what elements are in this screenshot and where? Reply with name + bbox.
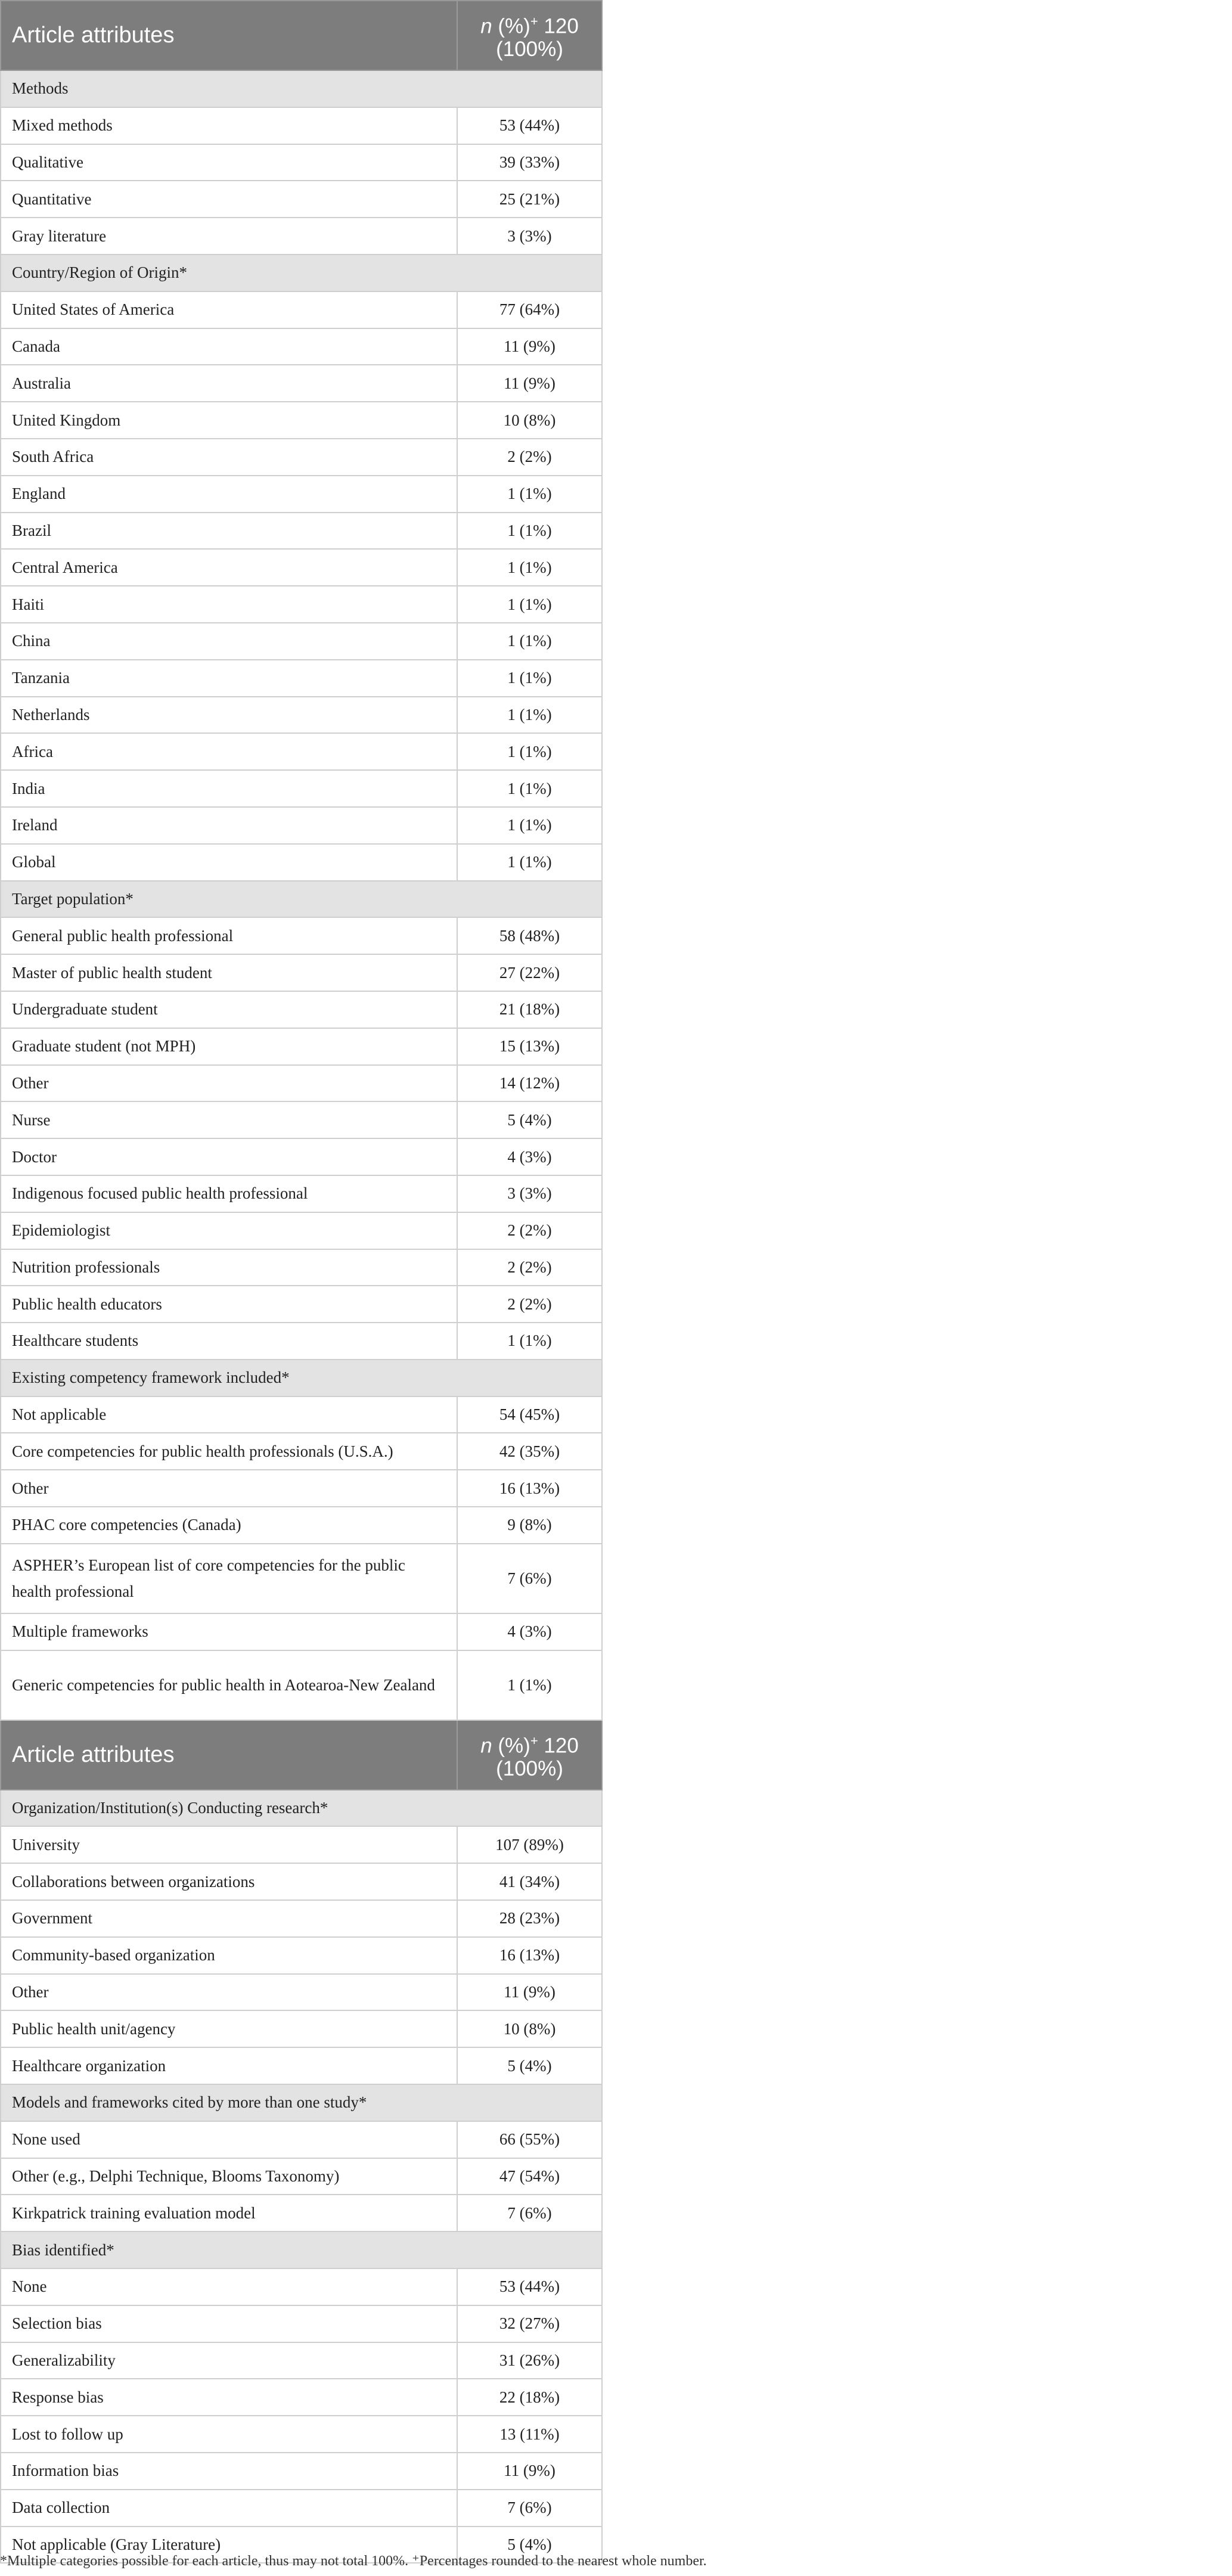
row-label: Brazil <box>1 513 457 550</box>
row-label: Healthcare organization <box>1 2047 457 2084</box>
table-row <box>1 1507 602 1544</box>
row-label: Undergraduate student <box>1 991 457 1028</box>
row-label: Ireland <box>1 807 457 844</box>
table-row <box>1 402 602 439</box>
row-value: 16 (13%) <box>457 1470 602 1507</box>
row-value: 11 (9%) <box>457 1974 602 2011</box>
row-label: PHAC core competencies (Canada) <box>1 1507 457 1544</box>
row-label: Response bias <box>1 2379 457 2416</box>
row-value: 53 (44%) <box>457 107 602 144</box>
table-row <box>1 439 602 476</box>
row-label: Gray literature <box>1 218 457 255</box>
row-label: Core competencies for public health professionals (U.S.A.) <box>1 1433 457 1470</box>
section-label: Bias identified* <box>1 2232 602 2268</box>
table-row <box>1 623 602 660</box>
table-row <box>1 1249 602 1286</box>
header-label: Article attributes <box>1 1 457 70</box>
row-label: United States of America <box>1 291 457 328</box>
row-value: 5 (4%) <box>457 1101 602 1138</box>
table-row <box>1 1826 602 1863</box>
row-value: 5 (4%) <box>457 2047 602 2084</box>
section-row <box>1 255 602 291</box>
row-label: South Africa <box>1 439 457 476</box>
table-row <box>1 1101 602 1138</box>
table-row <box>1 1613 602 1650</box>
table-row <box>1 660 602 697</box>
article-attributes-table <box>0 0 603 2563</box>
header-superscript: + <box>530 1733 538 1748</box>
row-value: 54 (45%) <box>457 1396 602 1433</box>
table-row <box>1 733 602 770</box>
row-value: 2 (2%) <box>457 1249 602 1286</box>
section-label: Country/Region of Origin* <box>1 255 602 291</box>
row-label: General public health professional <box>1 917 457 954</box>
row-value: 41 (34%) <box>457 1863 602 1900</box>
row-label: Government <box>1 1900 457 1937</box>
section-row <box>1 1360 602 1396</box>
row-label: Public health educators <box>1 1286 457 1323</box>
row-value: 1 (1%) <box>457 1650 602 1720</box>
row-value: 7 (6%) <box>457 2195 602 2232</box>
row-label: Data collection <box>1 2490 457 2527</box>
row-label: Not applicable (Gray Literature) <box>1 2527 457 2563</box>
table-row <box>1 807 602 844</box>
table-row <box>1 1650 602 1720</box>
table-row <box>1 1900 602 1937</box>
row-label: None used <box>1 2121 457 2158</box>
row-value: 66 (55%) <box>457 2121 602 2158</box>
row-value: 2 (2%) <box>457 439 602 476</box>
row-label: Information bias <box>1 2453 457 2490</box>
table-row <box>1 107 602 144</box>
table-row <box>1 1286 602 1323</box>
table-row <box>1 513 602 550</box>
table-row <box>1 1138 602 1175</box>
row-value: 7 (6%) <box>457 1544 602 1613</box>
row-value: 7 (6%) <box>457 2490 602 2527</box>
table-header-row <box>1 1 602 70</box>
table-row <box>1 2268 602 2305</box>
table-body <box>1 1 602 2563</box>
row-value: 4 (3%) <box>457 1138 602 1175</box>
header-total-percent: (100%) <box>496 1756 563 1780</box>
table-row <box>1 1065 602 1102</box>
row-label: Nurse <box>1 1101 457 1138</box>
header-value <box>457 1720 602 1790</box>
header-total: 120 <box>538 14 579 38</box>
row-label: Collaborations between organizations <box>1 1863 457 1900</box>
table-row <box>1 1396 602 1433</box>
header-total: 120 <box>538 1734 579 1758</box>
row-value: 1 (1%) <box>457 807 602 844</box>
table-row <box>1 2121 602 2158</box>
section-row <box>1 70 602 107</box>
table-row <box>1 991 602 1028</box>
row-value: 11 (9%) <box>457 365 602 402</box>
table-row <box>1 844 602 881</box>
row-label: Australia <box>1 365 457 402</box>
table-row <box>1 1323 602 1360</box>
row-label: Generic competencies for public health in Aotearoa-New Zealand <box>1 1650 457 1720</box>
row-value: 31 (26%) <box>457 2342 602 2379</box>
table-row <box>1 1937 602 1974</box>
section-label: Existing competency framework included* <box>1 1360 602 1396</box>
row-value: 1 (1%) <box>457 733 602 770</box>
section-row <box>1 881 602 918</box>
table-row <box>1 1863 602 1900</box>
row-label: Community-based organization <box>1 1937 457 1974</box>
section-row <box>1 2232 602 2268</box>
row-label: Generalizability <box>1 2342 457 2379</box>
row-value: 1 (1%) <box>457 623 602 660</box>
table-row <box>1 954 602 991</box>
row-value: 53 (44%) <box>457 2268 602 2305</box>
table-row <box>1 218 602 255</box>
row-value: 10 (8%) <box>457 402 602 439</box>
row-value: 14 (12%) <box>457 1065 602 1102</box>
header-percent: (%) <box>492 1734 530 1758</box>
row-label: Doctor <box>1 1138 457 1175</box>
row-value: 1 (1%) <box>457 844 602 881</box>
table-row <box>1 181 602 218</box>
row-value: 1 (1%) <box>457 1323 602 1360</box>
row-value: 21 (18%) <box>457 991 602 1028</box>
section-label: Methods <box>1 70 602 107</box>
table-row <box>1 2158 602 2195</box>
row-value: 2 (2%) <box>457 1212 602 1249</box>
row-value: 27 (22%) <box>457 954 602 991</box>
table-row <box>1 2047 602 2084</box>
header-label: Article attributes <box>1 1720 457 1790</box>
row-label: Public health unit/agency <box>1 2010 457 2047</box>
row-value: 10 (8%) <box>457 2010 602 2047</box>
row-label: Selection bias <box>1 2305 457 2342</box>
row-value: 16 (13%) <box>457 1937 602 1974</box>
table-row <box>1 770 602 807</box>
row-value: 2 (2%) <box>457 1286 602 1323</box>
table-row <box>1 2305 602 2342</box>
table-row <box>1 1974 602 2011</box>
row-label: United Kingdom <box>1 402 457 439</box>
row-label: Haiti <box>1 586 457 623</box>
row-value: 5 (4%) <box>457 2527 602 2563</box>
row-label: Quantitative <box>1 181 457 218</box>
table-row <box>1 1212 602 1249</box>
table-row <box>1 2379 602 2416</box>
row-value: 42 (35%) <box>457 1433 602 1470</box>
table-row <box>1 2010 602 2047</box>
row-value: 11 (9%) <box>457 2453 602 2490</box>
row-value: 3 (3%) <box>457 218 602 255</box>
row-label: Kirkpatrick training evaluation model <box>1 2195 457 2232</box>
row-label: Multiple frameworks <box>1 1613 457 1650</box>
row-value: 39 (33%) <box>457 144 602 181</box>
row-value: 1 (1%) <box>457 770 602 807</box>
table-row <box>1 917 602 954</box>
table-row <box>1 549 602 586</box>
table-row <box>1 144 602 181</box>
table-row <box>1 2342 602 2379</box>
row-label: India <box>1 770 457 807</box>
row-value: 32 (27%) <box>457 2305 602 2342</box>
row-label: University <box>1 1826 457 1863</box>
row-label: Epidemiologist <box>1 1212 457 1249</box>
row-value: 4 (3%) <box>457 1613 602 1650</box>
table-row <box>1 291 602 328</box>
row-label: Indigenous focused public health professional <box>1 1175 457 1212</box>
row-label: Other <box>1 1470 457 1507</box>
table-footnote: *Multiple categories possible for each article, thus may not total 100%. ⁺Percentages rounded to the nearest whole number. <box>0 2553 707 2569</box>
row-label: Central America <box>1 549 457 586</box>
row-value: 15 (13%) <box>457 1028 602 1065</box>
row-label: Canada <box>1 328 457 365</box>
row-value: 47 (54%) <box>457 2158 602 2195</box>
section-row <box>1 2084 602 2121</box>
table-row <box>1 365 602 402</box>
row-value: 1 (1%) <box>457 660 602 697</box>
table-row <box>1 476 602 513</box>
table-row <box>1 1470 602 1507</box>
row-value: 11 (9%) <box>457 328 602 365</box>
header-value <box>457 1 602 70</box>
section-label: Organization/Institution(s) Conducting research* <box>1 1790 602 1827</box>
row-value: 1 (1%) <box>457 586 602 623</box>
row-value: 1 (1%) <box>457 476 602 513</box>
table-row <box>1 1433 602 1470</box>
row-value: 1 (1%) <box>457 697 602 734</box>
table-row <box>1 1175 602 1212</box>
row-label: Mixed methods <box>1 107 457 144</box>
table-row <box>1 1544 602 1613</box>
section-label: Models and frameworks cited by more than one study* <box>1 2084 602 2121</box>
row-label: Graduate student (not MPH) <box>1 1028 457 1065</box>
header-total-percent: (100%) <box>496 37 563 61</box>
row-label: Other (e.g., Delphi Technique, Blooms Taxonomy) <box>1 2158 457 2195</box>
row-label: Healthcare students <box>1 1323 457 1360</box>
row-label: Master of public health student <box>1 954 457 991</box>
row-label: Lost to follow up <box>1 2416 457 2453</box>
row-label: Netherlands <box>1 697 457 734</box>
row-value: 28 (23%) <box>457 1900 602 1937</box>
table-header-row <box>1 1720 602 1790</box>
row-label: England <box>1 476 457 513</box>
row-value: 25 (21%) <box>457 181 602 218</box>
row-label: China <box>1 623 457 660</box>
table-row <box>1 586 602 623</box>
row-label: Nutrition professionals <box>1 1249 457 1286</box>
table-row <box>1 328 602 365</box>
row-label: ASPHER’s European list of core competencies for the public health professional <box>1 1544 457 1613</box>
row-value: 3 (3%) <box>457 1175 602 1212</box>
header-n: n <box>480 14 492 38</box>
row-label: Qualitative <box>1 144 457 181</box>
row-value: 9 (8%) <box>457 1507 602 1544</box>
table-row <box>1 2195 602 2232</box>
row-label: Global <box>1 844 457 881</box>
table-row <box>1 697 602 734</box>
row-label: None <box>1 2268 457 2305</box>
row-label: Not applicable <box>1 1396 457 1433</box>
row-value: 107 (89%) <box>457 1826 602 1863</box>
header-n: n <box>480 1734 492 1758</box>
row-value: 1 (1%) <box>457 549 602 586</box>
row-value: 1 (1%) <box>457 513 602 550</box>
table-row <box>1 2453 602 2490</box>
row-label: Tanzania <box>1 660 457 697</box>
section-label: Target population* <box>1 881 602 918</box>
table-row <box>1 2416 602 2453</box>
header-percent: (%) <box>492 14 530 38</box>
row-label: Africa <box>1 733 457 770</box>
row-label: Other <box>1 1974 457 2011</box>
header-superscript: + <box>530 14 538 29</box>
row-value: 77 (64%) <box>457 291 602 328</box>
row-value: 58 (48%) <box>457 917 602 954</box>
row-label: Other <box>1 1065 457 1102</box>
table-row <box>1 2490 602 2527</box>
row-value: 22 (18%) <box>457 2379 602 2416</box>
section-row <box>1 1790 602 1827</box>
row-value: 13 (11%) <box>457 2416 602 2453</box>
table-row <box>1 1028 602 1065</box>
